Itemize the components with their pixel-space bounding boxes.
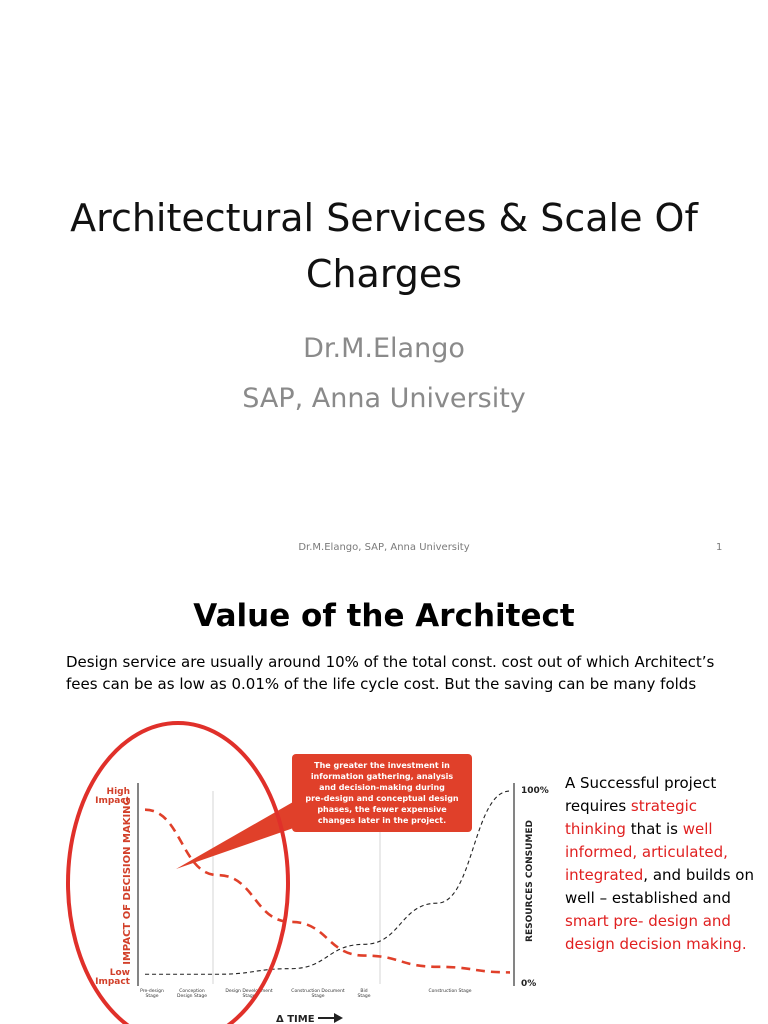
slide-2-title: Value of the Architect xyxy=(193,598,575,634)
high-impact-label-2: Impact xyxy=(95,796,130,806)
low-impact-label-2: Impact xyxy=(95,977,130,987)
sidebar-text-1: A Successful project requires xyxy=(565,774,717,815)
sidebar-text xyxy=(565,772,755,956)
stage-label-construction-document-2: Stage xyxy=(311,994,325,999)
sidebar-red-3: smart pre- design and design decision making. xyxy=(565,912,747,953)
callout-line-6: changes later in the project. xyxy=(317,816,447,825)
slide-footer: Dr.M.Elango, SAP, Anna University xyxy=(298,542,470,553)
callout-line-4: pre-design and conceptual design xyxy=(305,794,459,803)
slide-title-line-1: Architectural Services & Scale Of xyxy=(70,196,698,240)
impact-curve xyxy=(145,810,510,973)
intro-paragraph: Design service are usually around 10% of the total const. cost out of which Architect’s fees can be as low as 0.01% of the life cycle cost. But the saving can be many folds xyxy=(66,653,715,693)
stage-label-pre-design: Pre-design xyxy=(140,989,164,994)
page-number: 1 xyxy=(716,542,723,553)
author-affiliation: SAP, Anna University xyxy=(242,383,526,414)
stage-label-bid-2: Stage xyxy=(357,994,371,999)
high-impact-label-1: High xyxy=(106,787,130,797)
stage-label-pre-design-2: Stage xyxy=(145,994,159,999)
y2-axis-title: RESOURCES CONSUMED xyxy=(525,820,535,942)
callout-line-1: The greater the investment in xyxy=(314,761,450,770)
sidebar-red-2: well informed, articulated, integrated xyxy=(565,820,728,884)
stage-label-conception-2: Design Stage xyxy=(177,994,207,999)
low-impact-label-1: Low xyxy=(109,968,130,978)
stage-label-design-development: Design Development xyxy=(225,989,273,994)
sidebar-text-3: , and builds on well – established and xyxy=(565,866,754,907)
slide-2 xyxy=(0,576,768,1024)
callout-line-5: phases, the fewer expensive xyxy=(317,805,447,814)
stage-label-conception: Conception xyxy=(179,989,205,994)
slide-title xyxy=(20,190,748,302)
stage-label-construction-document: Construction Document xyxy=(291,989,345,994)
stage-label-construction: Construction Stage xyxy=(428,989,472,994)
author-name: Dr.M.Elango xyxy=(303,333,465,364)
y-axis-title: IMPACT OF DECISION MAKING xyxy=(122,797,133,965)
callout-line-2: information gathering, analysis xyxy=(310,772,454,781)
sidebar-red-1: strategic thinking xyxy=(565,797,698,838)
stage-label-bid: Bid xyxy=(360,989,368,994)
slide-title-line-2: Charges xyxy=(305,252,463,296)
stage-label-design-development-2: Stage xyxy=(242,994,256,999)
time-arrow-icon xyxy=(334,1013,343,1023)
x-axis-title: Δ TIME xyxy=(276,1014,315,1024)
sidebar-text-2: that is xyxy=(625,820,683,838)
y2-tick-100: 100% xyxy=(521,786,549,796)
y2-tick-0: 0% xyxy=(521,979,537,989)
callout-line-3: and decision-making during xyxy=(319,783,445,792)
